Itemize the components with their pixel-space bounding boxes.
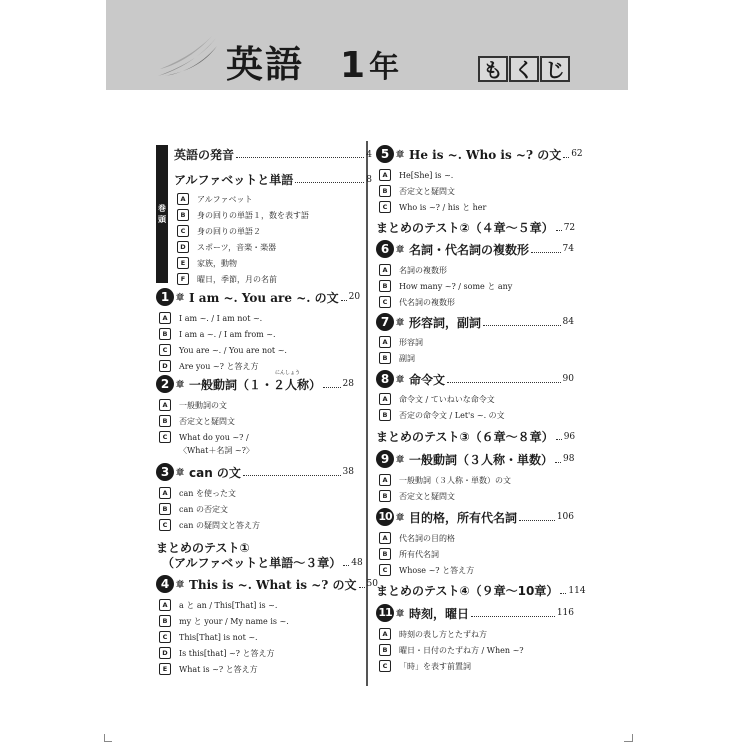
toc-entry-chapter-8[interactable]: 8 章 命令文 90: [376, 370, 574, 388]
crop-mark: [632, 734, 633, 742]
mokuji-char: も: [478, 56, 508, 82]
section-letter-icon: B: [159, 328, 171, 340]
section-letter-icon: A: [379, 532, 391, 544]
chapter-number-icon: 10: [376, 508, 394, 526]
list-item[interactable]: A 代名詞の目的格: [376, 530, 574, 546]
section-letter-icon: A: [159, 399, 171, 411]
page-header: [106, 0, 628, 90]
swoosh-logo-icon: [156, 36, 218, 78]
list-item-continuation: 〈What＋名詞 ~?〉: [179, 446, 254, 455]
chapter-1-subs: [156, 310, 354, 374]
section-letter-icon: B: [379, 352, 391, 364]
section-letter-icon: A: [379, 336, 391, 348]
section-letter-icon: B: [159, 615, 171, 627]
mokuji-label: [478, 56, 570, 82]
section-letter-icon: D: [159, 647, 171, 659]
list-item[interactable]: E 家族，動物: [174, 255, 372, 271]
list-item[interactable]: A can を使った文: [156, 485, 354, 501]
ruby-text: にんしょう: [275, 369, 301, 376]
list-item[interactable]: A 時刻の表し方とたずね方: [376, 626, 574, 642]
list-item[interactable]: A アルファベット: [174, 191, 372, 207]
toc-entry-chapter-11[interactable]: 11 章 時刻，曜日 116: [376, 604, 574, 622]
section-letter-icon: C: [379, 564, 391, 576]
chapter-9-subs: [376, 472, 574, 504]
toc-entry-matome-3[interactable]: まとめのテスト③（６章～８章） 96: [376, 430, 576, 444]
section-letter-icon: D: [177, 241, 189, 253]
chapter-4-subs: [156, 597, 354, 677]
list-item[interactable]: B 副詞: [376, 350, 574, 366]
section-letter-icon: B: [379, 280, 391, 292]
chapter-2-subs: [156, 397, 354, 461]
section-letter-icon: C: [379, 201, 391, 213]
toc-entry-chapter-5[interactable]: 5 章 He is ~. Who is ~? の文 62: [376, 145, 574, 163]
list-item[interactable]: C 「時」を表す前置詞: [376, 658, 574, 674]
chapter-3-subs: [156, 485, 354, 533]
list-item[interactable]: B 身の回りの単語１，数を表す語: [174, 207, 372, 223]
toc-entry-chapter-1[interactable]: 1 章 I am ~. You are ~. の文 20: [156, 288, 354, 306]
list-item[interactable]: A 形容詞: [376, 334, 574, 350]
list-item[interactable]: B I am a ~. / I am from ~.: [156, 326, 354, 342]
section-letter-icon: E: [177, 257, 189, 269]
chapter-11-subs: [376, 626, 574, 674]
chapter-number-icon: 8: [376, 370, 394, 388]
list-item[interactable]: C You are ~. / You are not ~.: [156, 342, 354, 358]
list-item[interactable]: C Whose ~? と答え方: [376, 562, 574, 578]
toc-entry-matome-2[interactable]: まとめのテスト②（４章～５章） 72: [376, 221, 576, 235]
list-item[interactable]: D Is this[that] ~? と答え方: [156, 645, 354, 661]
chapter-6-subs: [376, 262, 574, 310]
toc-entry-hatsuon[interactable]: 英語の発音 4: [174, 148, 372, 162]
list-item[interactable]: B 否定の命令文 / Let's ~. の文: [376, 407, 574, 423]
section-letter-icon: A: [379, 474, 391, 486]
section-letter-icon: A: [159, 599, 171, 611]
list-item[interactable]: A 命令文 / ていねいな命令文: [376, 391, 574, 407]
section-letter-icon: B: [379, 409, 391, 421]
chapter-number-icon: 4: [156, 575, 174, 593]
section-letter-icon: B: [159, 415, 171, 427]
section-letter-icon: E: [159, 663, 171, 675]
chapter-number-icon: 7: [376, 313, 394, 331]
list-item[interactable]: E What is ~? と答え方: [156, 661, 354, 677]
section-letter-icon: F: [177, 273, 189, 285]
section-letter-icon: A: [177, 193, 189, 205]
section-letter-icon: A: [379, 393, 391, 405]
list-item[interactable]: D スポーツ，音楽・楽器: [174, 239, 372, 255]
list-item[interactable]: C 身の回りの単語２: [174, 223, 372, 239]
section-letter-icon: C: [159, 431, 171, 443]
chapter-number-icon: 5: [376, 145, 394, 163]
list-item[interactable]: B 曜日・日付のたずね方 / When ~?: [376, 642, 574, 658]
chapter-number-icon: 3: [156, 463, 174, 481]
toc-entry-chapter-7[interactable]: 7 章 形容詞，副詞 84: [376, 313, 574, 331]
list-item[interactable]: A I am ~. / I am not ~.: [156, 310, 354, 326]
chapter-number-icon: 1: [156, 288, 174, 306]
section-letter-icon: C: [159, 519, 171, 531]
list-item[interactable]: B How many ~? / some と any: [376, 278, 574, 294]
list-item[interactable]: A 一般動詞（３人称・単数）の文: [376, 472, 574, 488]
section-letter-icon: B: [379, 490, 391, 502]
grade-label: 1 年: [340, 45, 400, 86]
chapter-number-icon: 11: [376, 604, 394, 622]
toc-entry-matome-4[interactable]: まとめのテスト④（９章～10章） 114: [376, 584, 586, 598]
list-item[interactable]: B 否定文と疑問文: [156, 413, 354, 429]
section-letter-icon: C: [159, 344, 171, 356]
toc-entry-matome-1[interactable]: まとめのテスト①: [156, 541, 250, 555]
list-item[interactable]: B 否定文と疑問文: [376, 488, 574, 504]
section-letter-icon: B: [159, 503, 171, 515]
list-item[interactable]: B my と your / My name is ~.: [156, 613, 354, 629]
section-letter-icon: B: [379, 548, 391, 560]
section-letter-icon: C: [379, 660, 391, 672]
mokuji-char: じ: [540, 56, 570, 82]
section-letter-icon: A: [379, 169, 391, 181]
list-item[interactable]: D Are you ~? と答え方: [156, 358, 354, 374]
section-letter-icon: A: [159, 487, 171, 499]
toc-entry-chapter-6[interactable]: 6 章 名詞・代名詞の複数形 74: [376, 240, 574, 258]
section-letter-icon: B: [379, 644, 391, 656]
toc-entry-chapter-9[interactable]: 9 章 一般動詞（３人称・単数） 98: [376, 450, 574, 468]
chapter-8-subs: [376, 391, 574, 423]
section-letter-icon: D: [159, 360, 171, 372]
list-item[interactable]: B 否定文と疑問文: [376, 183, 574, 199]
chapter-10-subs: [376, 530, 574, 578]
section-letter-icon: B: [379, 185, 391, 197]
list-item[interactable]: C 代名詞の複数形: [376, 294, 574, 310]
section-letter-icon: B: [177, 209, 189, 221]
toc-entry-alphabet[interactable]: アルファベットと単語 8: [174, 173, 372, 187]
toc-entry-chapter-4[interactable]: 4 章 This is ~. What is ~? の文 50: [156, 575, 354, 593]
list-item[interactable]: B can の否定文: [156, 501, 354, 517]
list-item[interactable]: A He[She] is ~.: [376, 167, 574, 183]
list-item[interactable]: A 一般動詞の文: [156, 397, 354, 413]
list-item[interactable]: C What do you ~? /: [156, 429, 354, 445]
section-letter-icon: C: [177, 225, 189, 237]
chapter-5-subs: [376, 167, 574, 215]
list-item[interactable]: B 所有代名詞: [376, 546, 574, 562]
section-letter-icon: C: [159, 631, 171, 643]
section-letter-icon: C: [379, 296, 391, 308]
alphabet-subs: [156, 191, 372, 287]
section-letter-icon: A: [379, 628, 391, 640]
chapter-number-icon: 2: [156, 375, 174, 393]
list-item[interactable]: F 曜日，季節，月の名前: [174, 271, 372, 287]
list-item[interactable]: C This[That] is not ~.: [156, 629, 354, 645]
page-title: 英語: [226, 43, 304, 86]
chapter-number-icon: 9: [376, 450, 394, 468]
kanto-bar: 巻 頭: [156, 145, 168, 283]
toc-entry-chapter-3[interactable]: 3 章 can の文 38: [156, 463, 354, 481]
list-item[interactable]: C Who is ~? / his と her: [376, 199, 574, 215]
list-item[interactable]: A 名詞の複数形: [376, 262, 574, 278]
toc-entry-matome-1-range[interactable]: （アルファベットと単語～３章） 48: [162, 556, 363, 570]
list-item[interactable]: C can の疑問文と答え方: [156, 517, 354, 533]
chapter-number-icon: 6: [376, 240, 394, 258]
section-letter-icon: A: [379, 264, 391, 276]
list-item[interactable]: A a と an / This[That] is ~.: [156, 597, 354, 613]
chapter-7-subs: [376, 334, 574, 366]
section-letter-icon: A: [159, 312, 171, 324]
mokuji-char: く: [509, 56, 539, 82]
toc-entry-chapter-2[interactable]: 2 章 一般動詞（１・２人称） にんしょう 28: [156, 375, 354, 393]
toc-entry-chapter-10[interactable]: 10 章 目的格，所有代名詞 106: [376, 508, 574, 526]
